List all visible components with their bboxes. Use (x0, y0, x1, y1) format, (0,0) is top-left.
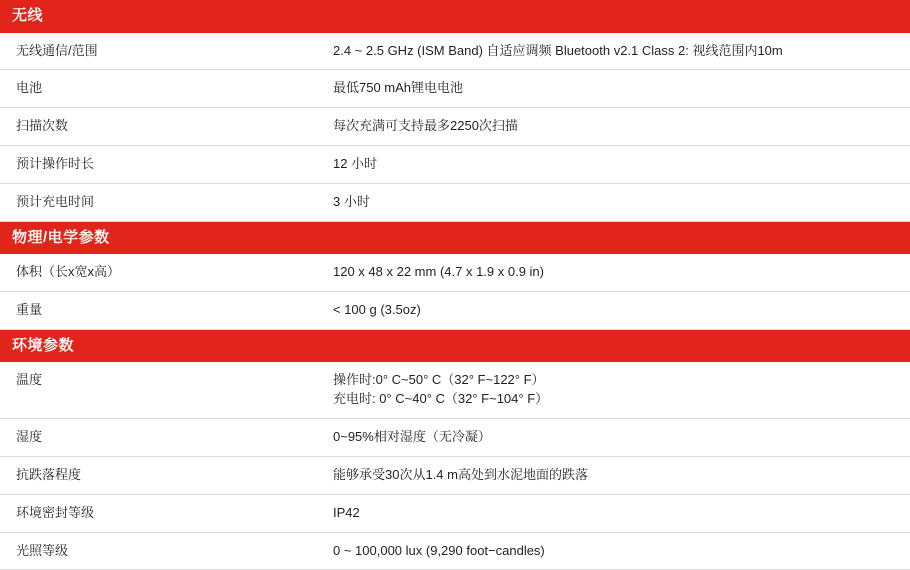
spec-row (0, 419, 910, 457)
spec-value-line: 0 ~ 100,000 lux (9,290 foot−candles) (333, 542, 545, 558)
spec-value (325, 70, 910, 108)
spec-label: 预计充电时间 (0, 183, 325, 221)
spec-row (0, 183, 910, 221)
spec-value (325, 108, 910, 146)
spec-value-line: < 100 g (3.5oz) (333, 302, 421, 318)
spec-label: 抗跌落程度 (0, 456, 325, 494)
section-heading: 环境参数 (0, 329, 910, 362)
spec-value (325, 494, 910, 532)
spec-value-line: 2.4 ~ 2.5 GHz (ISM Band) 自适应调频 Bluetooth v2.1 Class 2: 视线范围内10m (333, 42, 783, 58)
spec-label: 电池 (0, 70, 325, 108)
spec-value-line: 0~95%相对湿度（无冷凝） (333, 429, 491, 445)
spec-label: 预计操作时长 (0, 146, 325, 184)
spec-row (0, 254, 910, 291)
section-header-row (0, 0, 910, 33)
spec-value-line: 最低750 mAh锂电电池 (333, 80, 464, 96)
spec-label: 体积（长x宽x高） (0, 254, 325, 291)
spec-label: 重量 (0, 292, 325, 330)
spec-value (325, 292, 910, 330)
spec-label: 光照等级 (0, 532, 325, 570)
spec-row (0, 362, 910, 418)
spec-value (325, 146, 910, 184)
spec-row (0, 146, 910, 184)
spec-value (325, 419, 910, 457)
spec-value (325, 456, 910, 494)
spec-value (325, 532, 910, 570)
spec-value-line: 每次充满可支持最多2250次扫描 (333, 118, 518, 134)
spec-value-line: 充电时: 0° C~40° C（32° F~104° F） (333, 391, 549, 407)
spec-value-line: 12 小时 (333, 156, 378, 172)
spec-label: 扫描次数 (0, 108, 325, 146)
spec-row (0, 108, 910, 146)
spec-value (325, 183, 910, 221)
spec-label: 环境密封等级 (0, 494, 325, 532)
spec-row (0, 70, 910, 108)
spec-label: 湿度 (0, 419, 325, 457)
spec-row (0, 292, 910, 330)
spec-value-line: 能够承受30次从1.4 m高处到水泥地面的跌落 (333, 466, 588, 482)
spec-value (325, 254, 910, 291)
spec-value-line: 3 小时 (333, 193, 370, 209)
spec-label: 温度 (0, 362, 325, 418)
spec-value (325, 362, 910, 418)
section-heading: 物理/电学参数 (0, 221, 910, 254)
spec-value (325, 33, 910, 70)
section-heading: 无线 (0, 0, 910, 33)
spec-row (0, 33, 910, 70)
section-header-row (0, 221, 910, 254)
spec-value-line: IP42 (333, 504, 360, 520)
spec-row (0, 494, 910, 532)
spec-row (0, 532, 910, 570)
section-header-row (0, 329, 910, 362)
spec-value-line: 120 x 48 x 22 mm (4.7 x 1.9 x 0.9 in) (333, 264, 544, 280)
spec-label: 无线通信/范围 (0, 33, 325, 70)
spec-row (0, 456, 910, 494)
spec-value-line: 操作时:0° C~50° C（32° F~122° F） (333, 372, 545, 388)
